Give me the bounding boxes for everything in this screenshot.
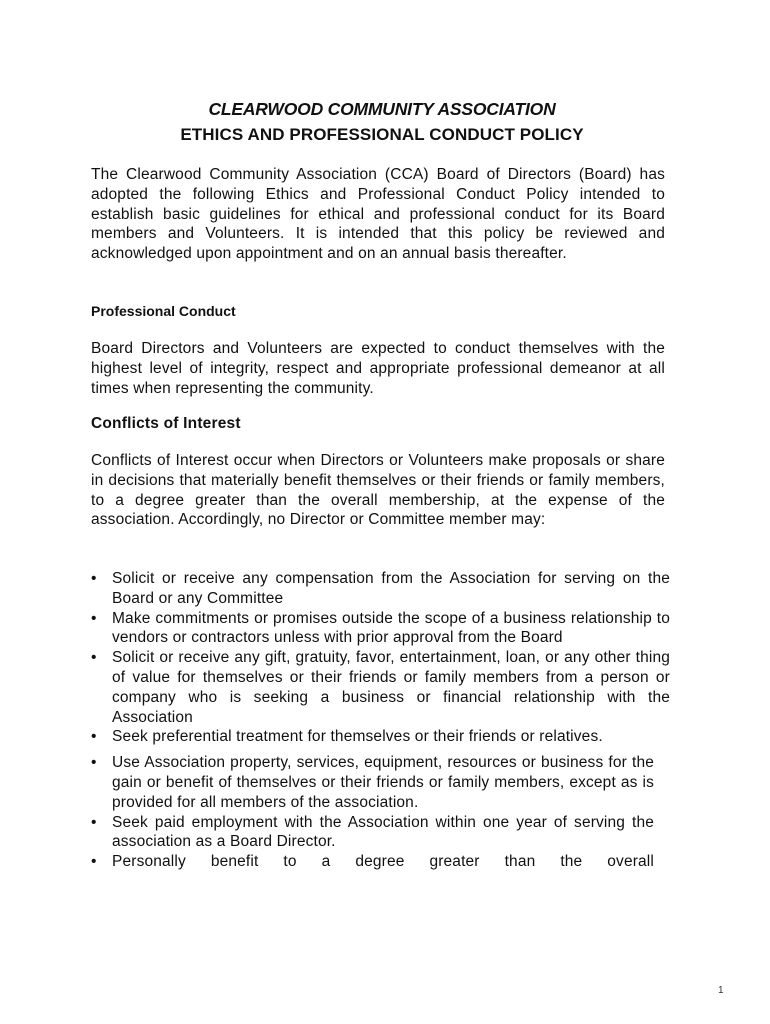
professional-conduct-paragraph: Board Directors and Volunteers are expected to conduct themselves with the highest level of integrity, respect and appropriate professional demeanor at all times when representing the community. [91,340,665,397]
list-item [91,648,670,727]
list-item-text: Seek paid employment with the Association within one year of serving the association as a Board Director. [112,813,654,851]
bullet-icon: • [91,649,97,667]
bullet-icon: • [91,813,97,831]
bullet-icon: • [91,609,97,627]
conflicts-heading: Conflicts of Interest [91,415,241,432]
list-item-text: Seek preferential treatment for themselves or their friends or relatives. [112,728,603,746]
bullet-icon: • [91,853,97,871]
document-subtitle: ETHICS AND PROFESSIONAL CONDUCT POLICY [180,125,584,144]
professional-conduct-heading: Professional Conduct [91,303,236,319]
list-item [91,753,654,812]
bullet-icon: • [91,754,97,772]
list-item [91,852,654,872]
bullet-icon: • [91,728,97,746]
intro-paragraph: The Clearwood Community Association (CCA) Board of Directors (Board) has adopted the following Ethics and Professional Conduct Policy intended to establish basic guidelines for ethical and professional conduct for its Board members and Volunteers. It is intended that this policy be reviewed and acknowledged upon appointment and on an annual basis thereafter. [91,166,665,263]
list-item-text: Solicit or receive any gift, gratuity, favor, entertainment, loan, or any other thing of value for themselves or their friends or family members from a person or company who is seeking a business or financial relationship with the Association [112,649,670,726]
list-item-text: Use Association property, services, equipment, resources or business for the gain or benefit of themselves or their friends or family members, except as is provided for all members of the association. [112,754,654,811]
conflicts-list [91,569,673,872]
list-item [91,609,670,649]
conflicts-paragraph: Conflicts of Interest occur when Directors or Volunteers make proposals or share in decisions that materially benefit themselves or their friends or family members, to a degree greater than the overall membership, at the expense of the association. Accordingly, no Director or Committee member may: [91,452,665,529]
list-item-text: Personally benefit to a degree greater than the overall [112,853,654,871]
bullet-icon: • [91,570,97,587]
list-item [91,813,654,853]
list-item-text: Solicit or receive any compensation from the Association for serving on the Board or any Committee [112,570,670,607]
list-item-text: Make commitments or promises outside the scope of a business relationship to vendors or contractors unless with prior approval from the Board [112,609,670,647]
page-number: 1 [718,985,724,996]
list-item [91,727,680,747]
document-title: CLEARWOOD COMMUNITY ASSOCIATION [208,99,556,119]
list-item [91,569,670,609]
